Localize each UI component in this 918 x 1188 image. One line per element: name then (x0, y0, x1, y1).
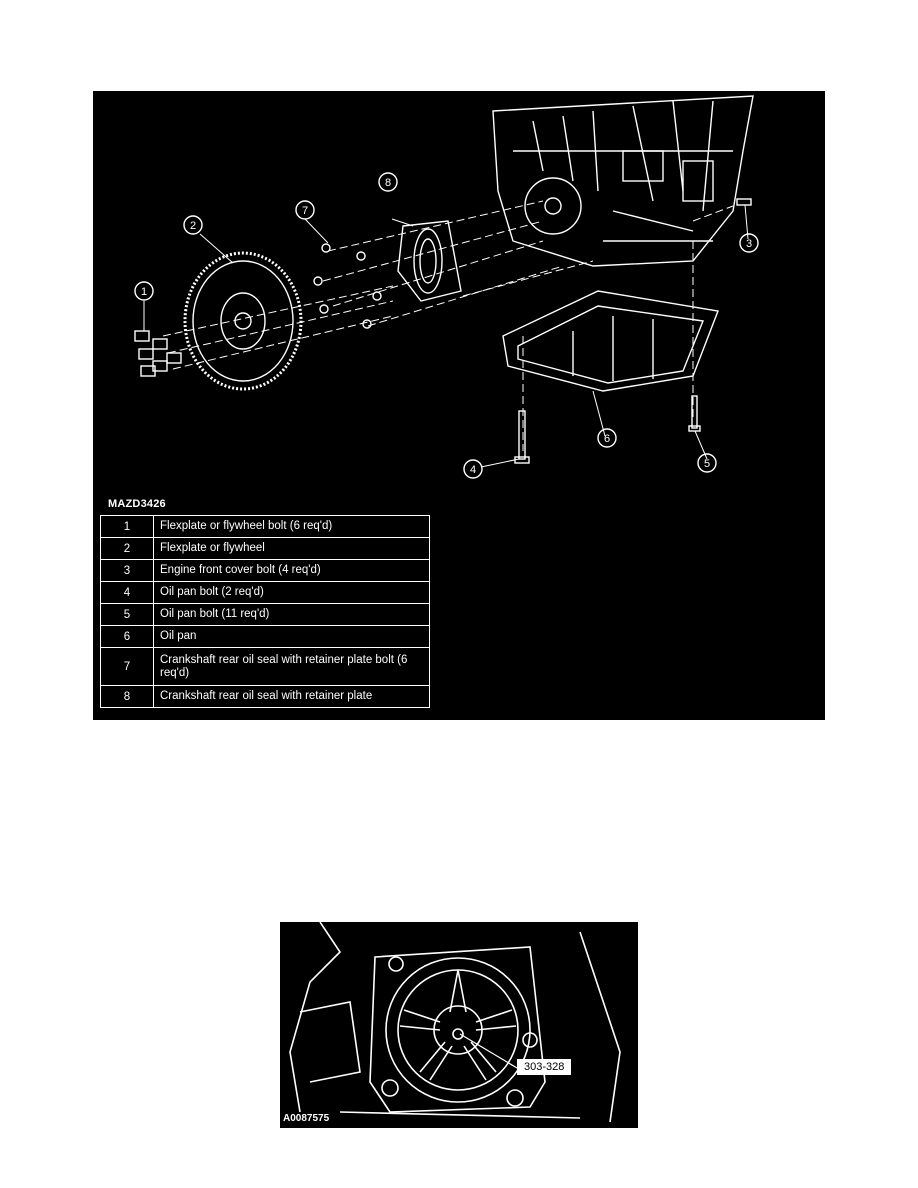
callout-8: 8 (384, 177, 392, 189)
engine-block-drawing (493, 96, 753, 266)
table-row (101, 648, 430, 686)
callout-circles (135, 173, 758, 478)
table-row (101, 582, 430, 604)
figure-code: MAZD3426 (108, 498, 166, 510)
seal-bolts-drawing (314, 244, 381, 328)
legend-number: 7 (101, 648, 154, 686)
legend-number: 6 (101, 626, 154, 648)
front-cover-bolt-drawing (737, 199, 751, 205)
exploded-view-figure (93, 91, 825, 720)
seal-installer-figure (280, 922, 638, 1128)
leader-lines (144, 205, 748, 467)
flywheel-bolts-drawing (135, 331, 181, 376)
callout-4: 4 (469, 464, 477, 476)
retainer-plate-drawing (398, 221, 461, 301)
legend-description: Flexplate or flywheel bolt (6 req'd) (154, 516, 430, 538)
callout-7: 7 (301, 205, 309, 217)
legend-description: Engine front cover bolt (4 req'd) (154, 560, 430, 582)
legend-number: 1 (101, 516, 154, 538)
legend-description: Oil pan bolt (11 req'd) (154, 604, 430, 626)
table-row (101, 560, 430, 582)
figure-code: A0087575 (283, 1113, 330, 1124)
legend-number: 8 (101, 686, 154, 708)
callout-5: 5 (703, 458, 711, 470)
table-row (101, 516, 430, 538)
oil-pan-drawing (503, 291, 718, 391)
table-row (101, 604, 430, 626)
legend-number: 5 (101, 604, 154, 626)
tool-number-label: 303-328 (517, 1059, 571, 1075)
callout-6: 6 (603, 433, 611, 445)
table-row (101, 686, 430, 708)
callout-1: 1 (140, 286, 148, 298)
callout-2: 2 (189, 220, 197, 232)
legend-description: Oil pan (154, 626, 430, 648)
seal-installer-illustration (280, 922, 638, 1128)
parts-legend-table (100, 515, 430, 708)
flywheel-drawing (185, 253, 301, 389)
legend-number: 4 (101, 582, 154, 604)
legend-description: Crankshaft rear oil seal with retainer plate (154, 686, 430, 708)
legend-description: Crankshaft rear oil seal with retainer plate bolt (6 req'd) (154, 648, 430, 686)
legend-number: 2 (101, 538, 154, 560)
table-row (101, 626, 430, 648)
legend-description: Oil pan bolt (2 req'd) (154, 582, 430, 604)
callout-3: 3 (745, 238, 753, 250)
legend-number: 3 (101, 560, 154, 582)
seal-outline (386, 958, 530, 1102)
table-row (101, 538, 430, 560)
legend-description: Flexplate or flywheel (154, 538, 430, 560)
